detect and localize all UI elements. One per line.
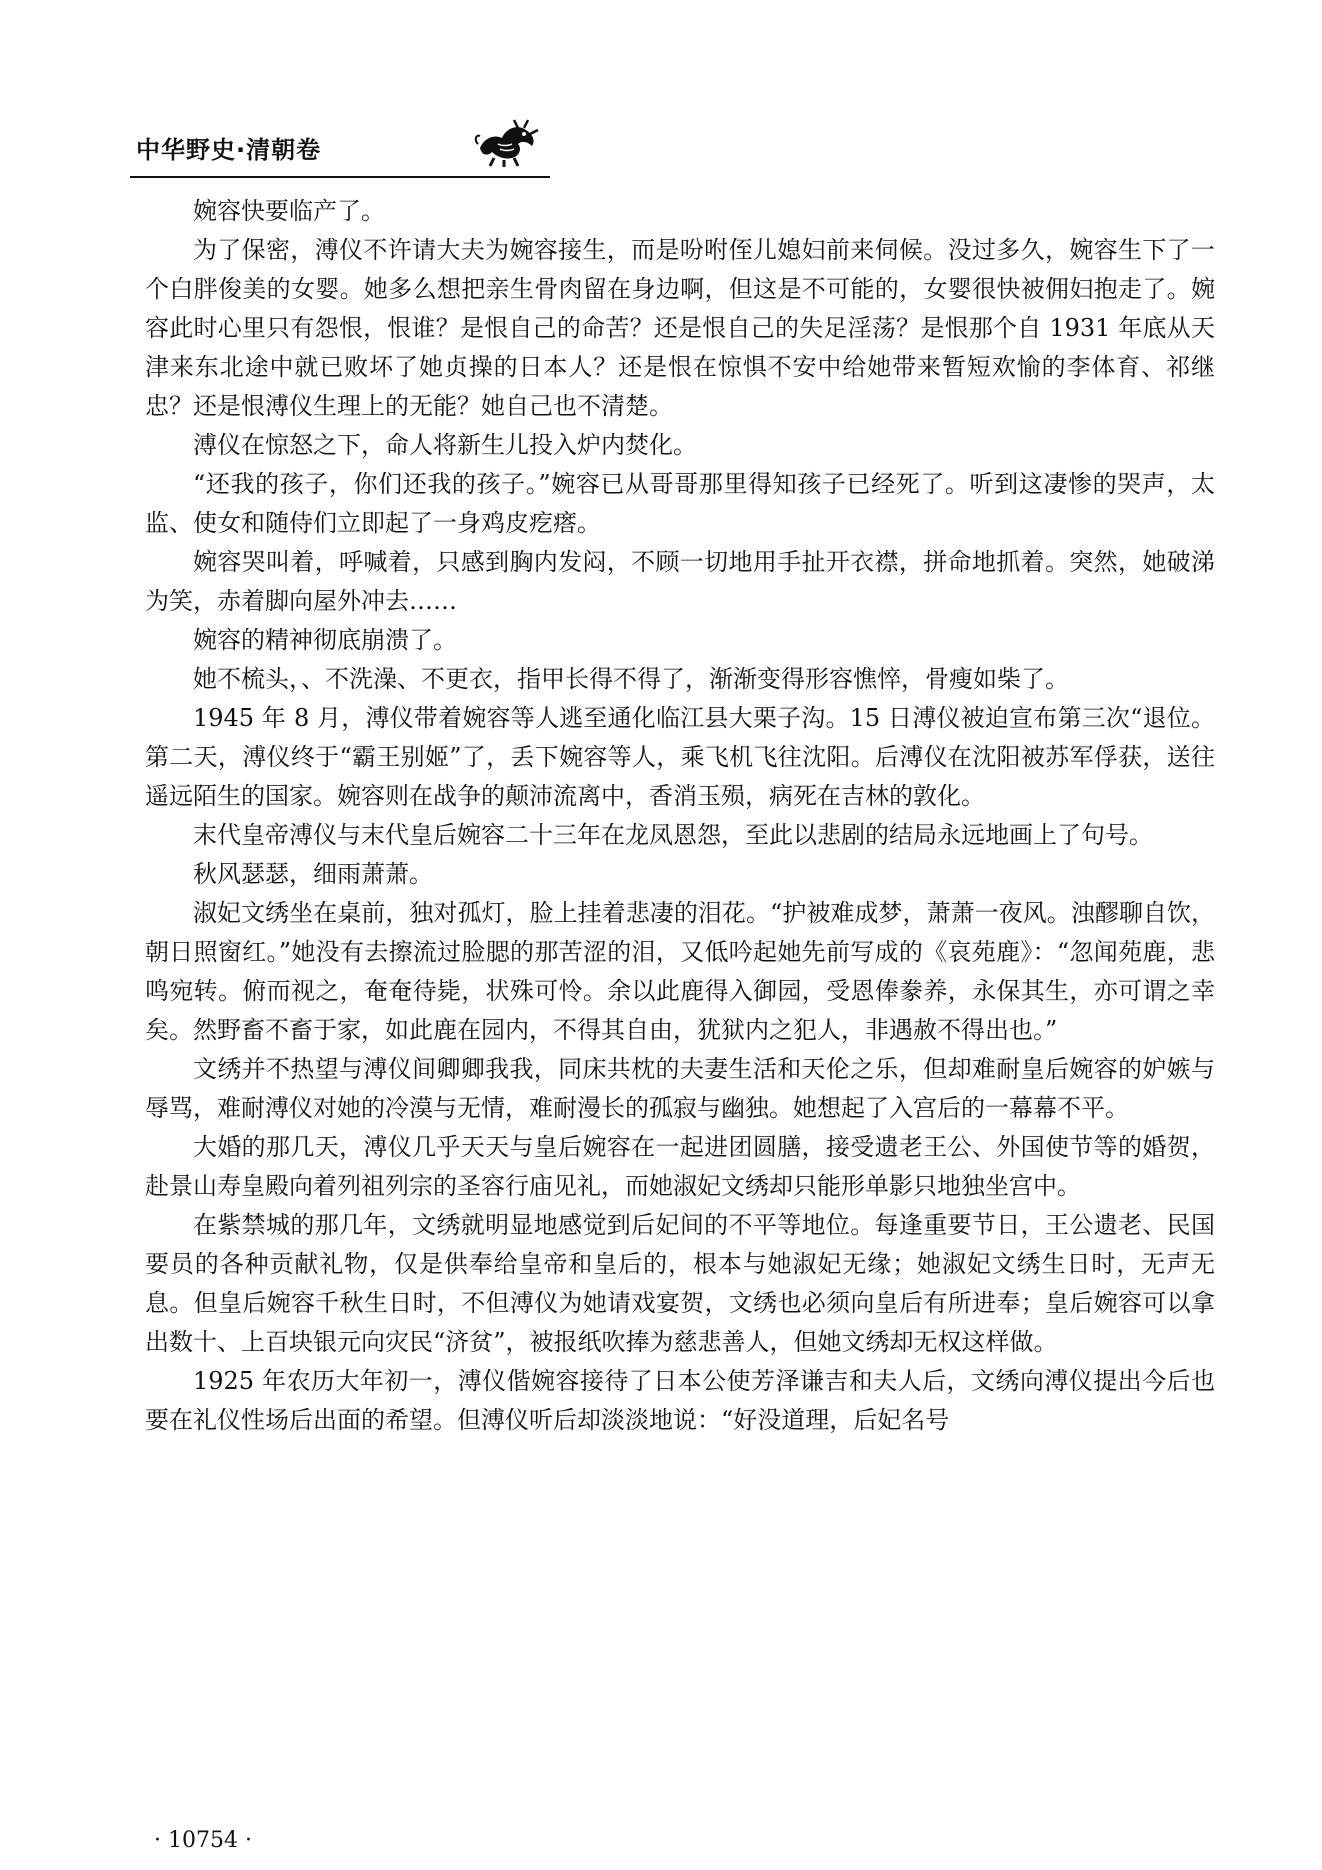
paragraph: 婉容的精神彻底崩溃了。 <box>193 626 457 654</box>
paragraph: 淑妃文绣坐在桌前，独对孤灯，脸上挂着悲凄的泪花。“护被难成梦，萧萧一夜风。浊醪聊自饮，朝日照窗红。”她没有去擦流过脸腮的那苦涩的泪，又低吟起她先前写成的《哀苑鹿》：“忽闻苑鹿，悲鸣宛转。俯而视之，奄奄待毙，状殊可怜。余以此鹿得入御园，受恩俸豢养，永保其生，亦可谓之幸矣。然野畜不畜于家，如此鹿在园内，不得其自由，犹狱内之犯人，非遇赦不得出也。” <box>145 899 1215 1044</box>
paragraph: 为了保密，溥仪不许请大夫为婉容接生，而是吩咐侄儿媳妇前来伺候。没过多久，婉容生下了一个白胖俊美的女婴。她多么想把亲生骨肉留在身边啊，但这是不可能的，女婴很快被佣妇抱走了。婉容此时心里只有怨恨，恨谁？是恨自己的命苦？还是恨自己的失足淫荡？是恨那个自 1931 年底从天津来东北途中就已败坏了她贞操的日本人？还是恨在惊惧不安中给她带来暂短欢愉的李体育、祁继忠？还是恨溥仪生理上的无能？她自己也不清楚。 <box>145 236 1215 420</box>
paragraph: 她不梳头，、不洗澡、不更衣，指甲长得不得了，渐渐变得形容憔悴，骨瘦如柴了。 <box>193 665 1069 693</box>
header-rule <box>130 176 550 178</box>
paragraph: 婉容快要临产了。 <box>193 197 385 225</box>
paragraph: 大婚的那几天，溥仪几乎天天与皇后婉容在一起进团圆膳，接受遗老王公、外国使节等的婚贺，赴景山寿皇殿向着列祖列宗的圣容行庙见礼，而她淑妃文绣却只能形单影只地独坐宫中。 <box>145 1133 1215 1200</box>
paragraph: 1925 年农历大年初一，溥仪偕婉容接待了日本公使芳泽谦吉和夫人后，文绣向溥仪提出今后也要在礼仪性场后出面的希望。但溥仪听后却淡淡地说：“好没道理，后妃名号 <box>145 1367 1215 1434</box>
page-number: · 10754 · <box>154 1828 252 1853</box>
paragraph: 婉容哭叫着，呼喊着，只感到胸内发闷，不顾一切地用手扯开衣襟，拼命地抓着。突然，她破涕为笑，赤着脚向屋外冲去…… <box>145 548 1215 615</box>
paragraph: 文绣并不热望与溥仪间卿卿我我，同床共枕的夫妻生活和天伦之乐，但却难耐皇后婉容的妒嫉与辱骂，难耐溥仪对她的冷漠与无情，难耐漫长的孤寂与幽独。她想起了入宫后的一幕幕不平。 <box>145 1055 1215 1122</box>
dragon-icon <box>474 118 540 168</box>
paragraph: 末代皇帝溥仪与末代皇后婉容二十三年在龙凤恩怨，至此以悲剧的结局永远地画上了句号。 <box>193 821 1153 849</box>
paragraph: 秋风瑟瑟，细雨萧萧。 <box>193 860 433 888</box>
paragraph: “还我的孩子，你们还我的孩子。”婉容已从哥哥那里得知孩子已经死了。听到这凄惨的哭声，太监、使女和随侍们立即起了一身鸡皮疙瘩。 <box>145 470 1215 537</box>
running-header <box>130 118 550 174</box>
paragraph: 在紫禁城的那几年，文绣就明显地感觉到后妃间的不平等地位。每逢重要节日，王公遗老、民国要员的各种贡献礼物，仅是供奉给皇帝和皇后的，根本与她淑妃无缘；她淑妃文绣生日时，无声无息。但皇后婉容千秋生日时，不但溥仪为她请戏宴贺，文绣也必须向皇后有所进奉；皇后婉容可以拿出数十、上百块银元向灾民“济贫”，被报纸吹捧为慈悲善人，但她文绣却无权这样做。 <box>145 1211 1215 1356</box>
book-title: 中华野史·清朝卷 <box>136 136 322 164</box>
paragraph: 溥仪在惊怒之下，命人将新生儿投入炉内焚化。 <box>193 431 697 459</box>
paragraph: 1945 年 8 月，溥仪带着婉容等人逃至通化临江县大栗子沟。15 日溥仪被迫宣布第三次“退位。第二天，溥仪终于“霸王别姬”了，丢下婉容等人，乘飞机飞往沈阳。后溥仪在沈阳被苏军俘获，送往遥远陌生的国家。婉容则在战争的颠沛流离中，香消玉殒，病死在吉林的敦化。 <box>145 704 1215 810</box>
body-text <box>145 192 1215 1440</box>
